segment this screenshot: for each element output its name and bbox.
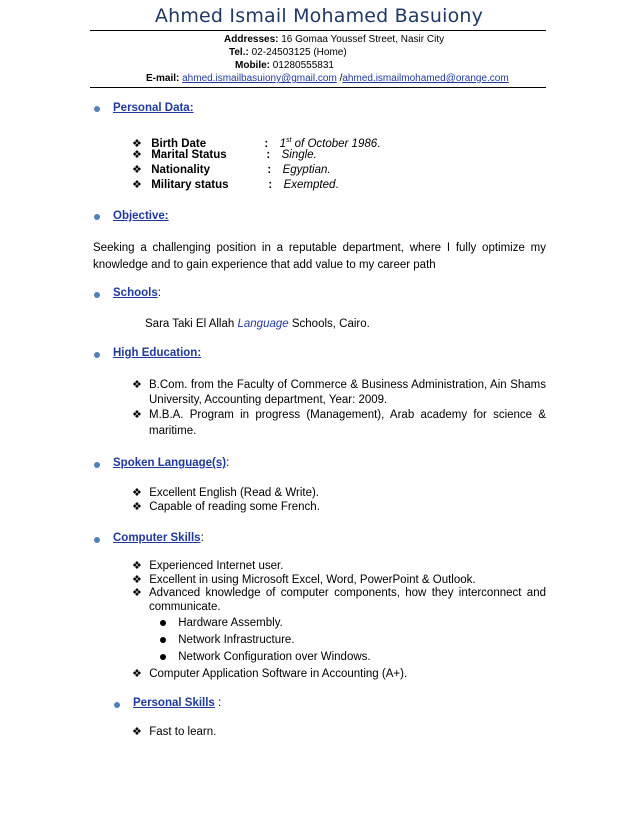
language-item bbox=[132, 486, 319, 501]
address-label: Addresses: bbox=[224, 34, 279, 45]
computer-skill-item bbox=[132, 667, 407, 682]
subitem-hardware-assembly: Hardware Assembly. bbox=[178, 617, 283, 629]
schools-heading-row bbox=[113, 286, 161, 301]
computer-skill-internet: Experienced Internet user. bbox=[149, 560, 284, 572]
email-link-orange[interactable]: ahmed.ismailmohamed@orange.com bbox=[342, 73, 509, 84]
schools-heading: Schools bbox=[113, 287, 158, 299]
computer-subitem bbox=[160, 650, 371, 665]
marital-status-item bbox=[132, 148, 317, 163]
subitem-network-infrastructure: Network Infrastructure. bbox=[178, 634, 295, 646]
military-status-period: . bbox=[335, 179, 339, 191]
computer-skills-colon: : bbox=[200, 532, 204, 544]
education-mba-line-1: M.B.A. Program in progress (Management), Arab academy for science & bbox=[149, 409, 546, 421]
objective-line-2: knowledge and to gain experience that add value to my career path bbox=[93, 259, 436, 271]
computer-heading-row bbox=[113, 531, 204, 546]
diamond-bullet-icon: ❖ bbox=[132, 501, 142, 513]
computer-skill-item bbox=[132, 586, 144, 601]
email-line bbox=[146, 73, 509, 85]
personal-skills-colon: : bbox=[214, 697, 222, 709]
diamond-bullet-icon: ❖ bbox=[132, 574, 142, 586]
marital-status-colon: : bbox=[266, 149, 271, 161]
round-bullet-icon bbox=[160, 654, 166, 660]
education-item-mba bbox=[132, 408, 144, 423]
objective-line-1: Seeking a challenging position in a reputable department, where I fully optimize my bbox=[93, 242, 546, 254]
computer-subitem bbox=[160, 633, 295, 648]
birth-date-period: . bbox=[377, 137, 381, 150]
computer-skill-hardware-line-1: Advanced knowledge of computer components, how they interconnect and bbox=[149, 587, 546, 599]
military-status-colon: : bbox=[268, 179, 273, 191]
education-bcom-line-2: University, Accounting department, Year: 2009. bbox=[149, 394, 388, 406]
languages-heading-row bbox=[113, 456, 229, 471]
education-mba-line-2: maritime. bbox=[149, 425, 197, 437]
language-french: Capable of reading some French. bbox=[149, 501, 320, 513]
mobile-line bbox=[235, 60, 334, 72]
address-line bbox=[224, 34, 444, 46]
nationality-item bbox=[132, 163, 331, 178]
tel-label: Tel.: bbox=[229, 47, 249, 58]
subitem-network-configuration: Network Configuration over Windows. bbox=[178, 651, 371, 663]
address-value: 16 Gomaa Youssef Street, Nasir City bbox=[281, 34, 445, 45]
email-separator: / bbox=[336, 73, 343, 84]
language-item bbox=[132, 500, 320, 515]
diamond-bullet-icon: ❖ bbox=[132, 137, 142, 150]
diamond-bullet-icon: ❖ bbox=[132, 409, 142, 421]
round-bullet-icon bbox=[160, 637, 166, 643]
birth-date-label: Birth Date bbox=[151, 137, 207, 150]
section-bullet bbox=[94, 106, 100, 112]
mobile-value: 01280555831 bbox=[272, 60, 334, 71]
computer-skills-heading: Computer Skills bbox=[113, 532, 201, 544]
languages-heading: Spoken Language(s) bbox=[113, 457, 227, 469]
personal-skill-fast-learner: Fast to learn. bbox=[149, 726, 217, 738]
email-link-gmail[interactable]: ahmed.ismailbasuiony@gmail.com bbox=[182, 73, 337, 84]
computer-skill-hardware-line-2: communicate. bbox=[149, 601, 221, 613]
diamond-bullet-icon: ❖ bbox=[132, 587, 142, 599]
section-bullet bbox=[94, 537, 100, 543]
section-bullet bbox=[94, 462, 100, 468]
objective-heading: Objective: bbox=[113, 210, 169, 222]
nationality-label: Nationality bbox=[151, 164, 210, 176]
personal-skill-item bbox=[132, 725, 216, 740]
birth-month-year: of October 1986 bbox=[291, 137, 378, 150]
school-name-post: Schools, Cairo. bbox=[288, 318, 370, 330]
marital-status-label: Marital Status bbox=[151, 149, 227, 161]
diamond-bullet-icon: ❖ bbox=[132, 726, 142, 738]
diamond-bullet-icon: ❖ bbox=[132, 149, 142, 161]
nationality-colon: : bbox=[267, 164, 272, 176]
computer-skill-item bbox=[132, 559, 283, 574]
tel-line bbox=[229, 47, 347, 59]
birth-day: 1 bbox=[279, 137, 287, 150]
nationality-value: Egyptian. bbox=[282, 164, 331, 176]
education-bcom-line-1: B.Com. from the Faculty of Commerce & Business Administration, Ain Shams bbox=[149, 379, 546, 391]
round-bullet-icon bbox=[160, 620, 166, 626]
school-name-pre: Sara Taki El Allah bbox=[145, 318, 238, 330]
resume-name: Ahmed Ismail Mohamed Basuiony bbox=[154, 5, 484, 27]
email-label: E-mail: bbox=[146, 73, 180, 84]
section-bullet bbox=[94, 214, 100, 220]
computer-skill-accounting: Computer Application Software in Accounting (A+). bbox=[149, 668, 408, 680]
military-status-label: Military status bbox=[151, 179, 229, 191]
high-education-heading: High Education: bbox=[113, 347, 202, 359]
computer-subitem bbox=[160, 616, 283, 631]
diamond-bullet-icon: ❖ bbox=[132, 560, 142, 572]
marital-status-value: Single. bbox=[281, 149, 317, 161]
personal-skills-heading-row bbox=[133, 696, 221, 711]
diamond-bullet-icon: ❖ bbox=[132, 164, 142, 176]
diamond-bullet-icon: ❖ bbox=[132, 379, 142, 391]
header-rule bbox=[90, 30, 546, 31]
diamond-bullet-icon: ❖ bbox=[132, 668, 142, 680]
schools-colon: : bbox=[157, 287, 161, 299]
section-bullet bbox=[114, 702, 120, 708]
languages-colon: : bbox=[226, 457, 230, 469]
section-bullet bbox=[94, 292, 100, 298]
military-status-item bbox=[132, 178, 339, 193]
computer-skill-office: Excellent in using Microsoft Excel, Word, PowerPoint & Outlook. bbox=[149, 574, 476, 586]
language-english: Excellent English (Read & Write). bbox=[149, 487, 320, 499]
personal-data-heading: Personal Data: bbox=[113, 102, 194, 114]
personal-skills-heading: Personal Skills bbox=[133, 697, 215, 709]
diamond-bullet-icon: ❖ bbox=[132, 487, 142, 499]
birth-date-colon: : bbox=[264, 137, 269, 150]
education-item-bcom bbox=[132, 378, 144, 393]
diamond-bullet-icon: ❖ bbox=[132, 179, 142, 191]
military-status-value: Exempted bbox=[283, 179, 336, 191]
school-language-word: Language bbox=[237, 318, 289, 330]
section-bullet bbox=[94, 352, 100, 358]
mobile-label: Mobile: bbox=[235, 60, 270, 71]
tel-value: 02-24503125 (Home) bbox=[251, 47, 347, 58]
birth-day-suffix: st bbox=[286, 137, 292, 144]
header-rule-bottom bbox=[90, 87, 546, 88]
school-item bbox=[145, 317, 370, 332]
